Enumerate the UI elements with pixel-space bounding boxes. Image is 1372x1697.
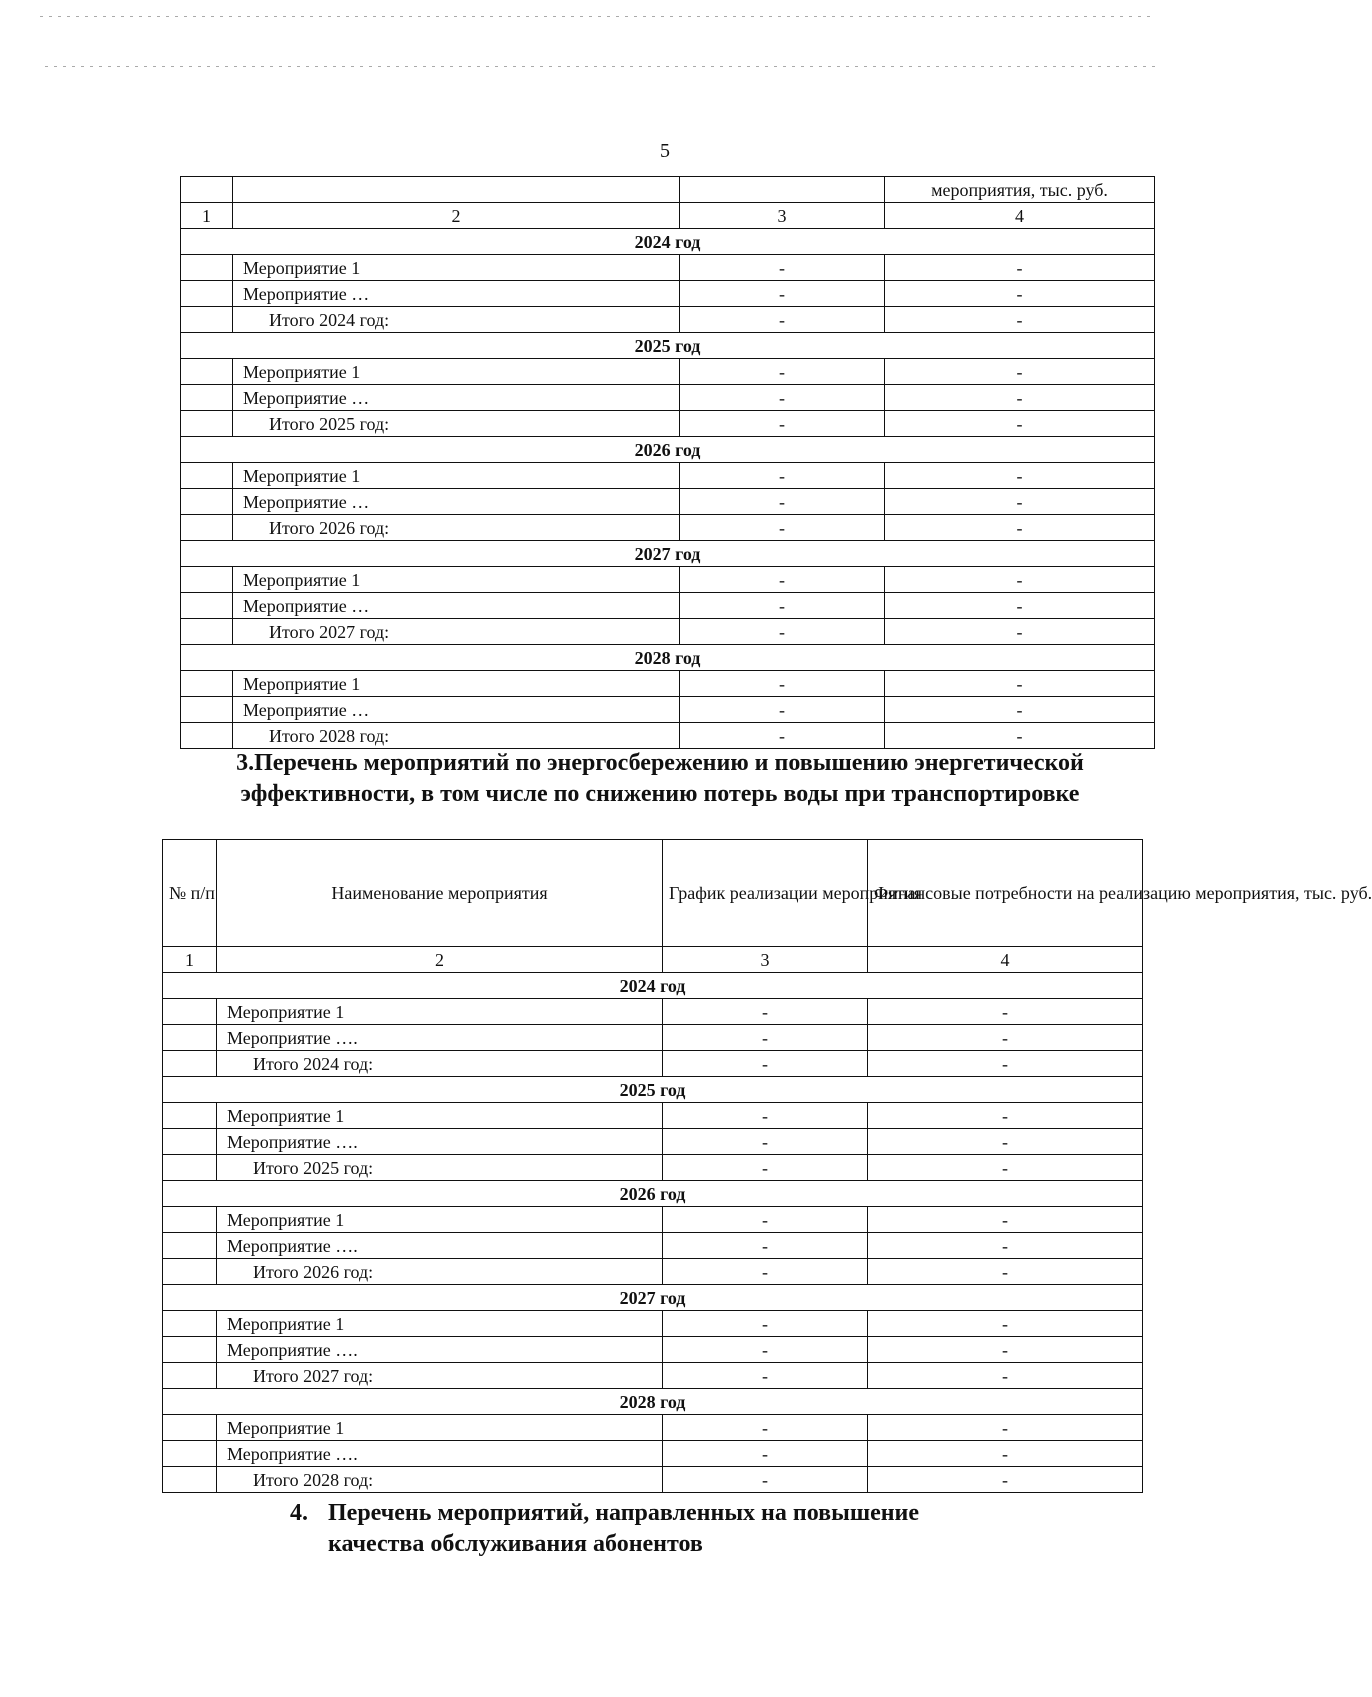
- schedule-cell: -: [663, 1155, 868, 1181]
- number-cell: [163, 1259, 217, 1285]
- index-cell: 1: [181, 203, 233, 229]
- cost-cell: -: [885, 255, 1155, 281]
- year-heading: 2026 год: [163, 1181, 1143, 1207]
- total-row: [163, 1051, 1143, 1077]
- activity-name: Мероприятие 1: [233, 567, 680, 593]
- number-cell: [181, 567, 233, 593]
- cost-cell: -: [868, 1025, 1143, 1051]
- cost-cell: -: [885, 463, 1155, 489]
- schedule-cell: -: [663, 1103, 868, 1129]
- year-heading: 2024 год: [163, 973, 1143, 999]
- cost-cell: -: [885, 307, 1155, 333]
- activity-name: Мероприятие ….: [217, 1025, 663, 1051]
- cost-cell: -: [868, 1337, 1143, 1363]
- index-cell: 4: [885, 203, 1155, 229]
- table-row: [181, 385, 1155, 411]
- activity-name: Мероприятие …: [233, 593, 680, 619]
- year-row: [163, 1181, 1143, 1207]
- schedule-cell: -: [680, 463, 885, 489]
- table-row: [163, 1233, 1143, 1259]
- schedule-cell: -: [663, 1441, 868, 1467]
- table-row: [181, 593, 1155, 619]
- table-row: [163, 1311, 1143, 1337]
- year-row: [163, 1077, 1143, 1103]
- cost-cell: -: [885, 359, 1155, 385]
- schedule-cell: -: [680, 567, 885, 593]
- header-cell-schedule: [680, 177, 885, 203]
- total-label: Итого 2028 год:: [233, 723, 680, 749]
- table-row: [181, 671, 1155, 697]
- number-cell: [181, 411, 233, 437]
- index-cell: 4: [868, 947, 1143, 973]
- schedule-cell: -: [663, 1467, 868, 1493]
- activity-name: Мероприятие 1: [233, 671, 680, 697]
- table-row: [163, 1025, 1143, 1051]
- schedule-cell: -: [663, 1051, 868, 1077]
- year-heading: 2026 год: [181, 437, 1155, 463]
- activity-name: Мероприятие 1: [233, 463, 680, 489]
- total-label: Итого 2024 год:: [217, 1051, 663, 1077]
- total-row: [163, 1155, 1143, 1181]
- index-row: [181, 203, 1155, 229]
- cost-cell: -: [868, 1051, 1143, 1077]
- schedule-cell: -: [680, 619, 885, 645]
- number-cell: [181, 593, 233, 619]
- schedule-cell: -: [680, 359, 885, 385]
- header-cell-cost: Финансовые потребности на реализацию мероприятия, тыс. руб.: [868, 840, 1143, 947]
- activity-name: Мероприятие …: [233, 489, 680, 515]
- header-cell-number: № п/п: [163, 840, 217, 947]
- schedule-cell: -: [680, 489, 885, 515]
- schedule-cell: -: [663, 1233, 868, 1259]
- number-cell: [163, 1467, 217, 1493]
- cost-cell: -: [868, 1363, 1143, 1389]
- index-row: [163, 947, 1143, 973]
- table-row: [163, 1103, 1143, 1129]
- schedule-cell: -: [663, 1415, 868, 1441]
- activity-name: Мероприятие 1: [233, 359, 680, 385]
- activity-name: Мероприятие 1: [217, 1103, 663, 1129]
- year-row: [163, 973, 1143, 999]
- total-row: [181, 619, 1155, 645]
- cost-cell: -: [885, 697, 1155, 723]
- table-row: [163, 1207, 1143, 1233]
- year-row: [181, 333, 1155, 359]
- number-cell: [181, 463, 233, 489]
- table-row: [163, 1415, 1143, 1441]
- number-cell: [181, 359, 233, 385]
- page-number: 5: [660, 140, 670, 162]
- total-label: Итого 2025 год:: [233, 411, 680, 437]
- table-row: [163, 1337, 1143, 1363]
- number-cell: [163, 1363, 217, 1389]
- total-label: Итого 2027 год:: [233, 619, 680, 645]
- cost-cell: -: [885, 281, 1155, 307]
- cost-cell: -: [868, 1467, 1143, 1493]
- activity-name: Мероприятие 1: [217, 1207, 663, 1233]
- schedule-cell: -: [680, 697, 885, 723]
- year-row: [181, 645, 1155, 671]
- schedule-cell: -: [663, 1363, 868, 1389]
- number-cell: [181, 671, 233, 697]
- cost-cell: -: [885, 567, 1155, 593]
- number-cell: [181, 385, 233, 411]
- cost-cell: -: [885, 385, 1155, 411]
- total-row: [163, 1363, 1143, 1389]
- activities-table-continued: [180, 176, 1155, 749]
- year-row: [163, 1389, 1143, 1415]
- activity-name: Мероприятие …: [233, 385, 680, 411]
- year-heading: 2025 год: [163, 1077, 1143, 1103]
- year-heading: 2027 год: [181, 541, 1155, 567]
- index-cell: 2: [217, 947, 663, 973]
- activity-name: Мероприятие ….: [217, 1233, 663, 1259]
- section-3-heading: 3.Перечень мероприятий по энергосбережению и повышению энергетической эффективности, в том числе по снижению потерь воды при транспортировке: [236, 750, 1084, 807]
- table-row: [181, 281, 1155, 307]
- total-label: Итого 2026 год:: [233, 515, 680, 541]
- number-cell: [163, 1025, 217, 1051]
- table-row: [181, 463, 1155, 489]
- table-row: [163, 1441, 1143, 1467]
- total-label: Итого 2026 год:: [217, 1259, 663, 1285]
- table-row: [181, 255, 1155, 281]
- number-cell: [181, 255, 233, 281]
- total-row: [181, 307, 1155, 333]
- schedule-cell: -: [680, 515, 885, 541]
- activity-name: Мероприятие ….: [217, 1129, 663, 1155]
- energy-saving-activities-table: [162, 839, 1372, 1493]
- header-cell-number: [181, 177, 233, 203]
- schedule-cell: -: [663, 1207, 868, 1233]
- total-row: [163, 1467, 1143, 1493]
- year-heading: 2027 год: [163, 1285, 1143, 1311]
- year-heading: 2025 год: [181, 333, 1155, 359]
- cost-cell: -: [868, 1441, 1143, 1467]
- index-cell: 1: [163, 947, 217, 973]
- number-cell: [163, 1207, 217, 1233]
- activity-name: Мероприятие 1: [217, 1415, 663, 1441]
- year-row: [181, 437, 1155, 463]
- year-row: [181, 541, 1155, 567]
- cost-cell: -: [885, 489, 1155, 515]
- schedule-cell: -: [680, 723, 885, 749]
- schedule-cell: -: [663, 999, 868, 1025]
- cost-cell: -: [868, 1259, 1143, 1285]
- total-label: Итого 2024 год:: [233, 307, 680, 333]
- schedule-cell: -: [663, 1025, 868, 1051]
- number-cell: [163, 1337, 217, 1363]
- year-heading: 2028 год: [163, 1389, 1143, 1415]
- schedule-cell: -: [680, 671, 885, 697]
- cost-cell: -: [868, 1155, 1143, 1181]
- number-cell: [163, 1155, 217, 1181]
- number-cell: [163, 1103, 217, 1129]
- activity-name: Мероприятие 1: [217, 999, 663, 1025]
- cost-cell: -: [868, 1207, 1143, 1233]
- total-row: [181, 411, 1155, 437]
- scan-artifact-line: [45, 66, 1155, 67]
- total-label: Итого 2027 год:: [217, 1363, 663, 1389]
- year-heading: 2028 год: [181, 645, 1155, 671]
- number-cell: [181, 619, 233, 645]
- activity-name: Мероприятие 1: [233, 255, 680, 281]
- cost-cell: -: [885, 619, 1155, 645]
- year-row: [181, 229, 1155, 255]
- schedule-cell: -: [663, 1311, 868, 1337]
- schedule-cell: -: [680, 411, 885, 437]
- cost-cell: -: [885, 515, 1155, 541]
- total-label: Итого 2025 год:: [217, 1155, 663, 1181]
- cost-cell: -: [868, 1129, 1143, 1155]
- number-cell: [163, 1051, 217, 1077]
- activity-name: Мероприятие ….: [217, 1441, 663, 1467]
- table-header-row: [163, 840, 1143, 947]
- section-4-number: 4.: [290, 1500, 308, 1526]
- header-cell-name: Наименование мероприятия: [217, 840, 663, 947]
- activity-name: Мероприятие ….: [217, 1337, 663, 1363]
- scan-artifact-line: [40, 16, 1150, 17]
- number-cell: [181, 723, 233, 749]
- schedule-cell: -: [663, 1337, 868, 1363]
- table-row: [163, 999, 1143, 1025]
- cost-cell: -: [885, 593, 1155, 619]
- schedule-cell: -: [680, 385, 885, 411]
- header-cell-name: [233, 177, 680, 203]
- total-row: [181, 723, 1155, 749]
- cost-cell: -: [868, 1103, 1143, 1129]
- header-cell-cost: мероприятия, тыс. руб.: [885, 177, 1155, 203]
- index-cell: 2: [233, 203, 680, 229]
- section-4-title-line-1: Перечень мероприятий, направленных на повышение: [328, 1500, 920, 1526]
- section-4-heading-line-1: [290, 1498, 1050, 1529]
- schedule-cell: -: [680, 307, 885, 333]
- table-row: [163, 1129, 1143, 1155]
- cost-cell: -: [868, 999, 1143, 1025]
- activity-name: Мероприятие 1: [217, 1311, 663, 1337]
- number-cell: [181, 697, 233, 723]
- schedule-cell: -: [663, 1129, 868, 1155]
- number-cell: [181, 489, 233, 515]
- schedule-cell: -: [663, 1259, 868, 1285]
- schedule-cell: -: [680, 255, 885, 281]
- number-cell: [181, 281, 233, 307]
- schedule-cell: -: [680, 281, 885, 307]
- section-4-title-line-2: качества обслуживания абонентов: [328, 1531, 703, 1557]
- number-cell: [163, 1311, 217, 1337]
- cost-cell: -: [868, 1415, 1143, 1441]
- table-row: [181, 567, 1155, 593]
- index-cell: 3: [680, 203, 885, 229]
- cost-cell: -: [885, 671, 1155, 697]
- table-row: [181, 697, 1155, 723]
- number-cell: [163, 1129, 217, 1155]
- number-cell: [181, 515, 233, 541]
- number-cell: [163, 1233, 217, 1259]
- total-row: [163, 1259, 1143, 1285]
- cost-cell: -: [868, 1311, 1143, 1337]
- cost-cell: -: [885, 723, 1155, 749]
- table-row: [181, 489, 1155, 515]
- index-cell: 3: [663, 947, 868, 973]
- total-row: [181, 515, 1155, 541]
- year-heading: 2024 год: [181, 229, 1155, 255]
- number-cell: [163, 999, 217, 1025]
- header-cell-schedule: График реализации мероприятия: [663, 840, 868, 947]
- number-cell: [163, 1441, 217, 1467]
- number-cell: [181, 307, 233, 333]
- number-cell: [163, 1415, 217, 1441]
- cost-cell: -: [885, 411, 1155, 437]
- cost-cell: -: [868, 1233, 1143, 1259]
- total-label: Итого 2028 год:: [217, 1467, 663, 1493]
- table-header-row: [181, 177, 1155, 203]
- year-row: [163, 1285, 1143, 1311]
- activity-name: Мероприятие …: [233, 281, 680, 307]
- activity-name: Мероприятие …: [233, 697, 680, 723]
- section-4-heading: [290, 1498, 1050, 1560]
- table-row: [181, 359, 1155, 385]
- schedule-cell: -: [680, 593, 885, 619]
